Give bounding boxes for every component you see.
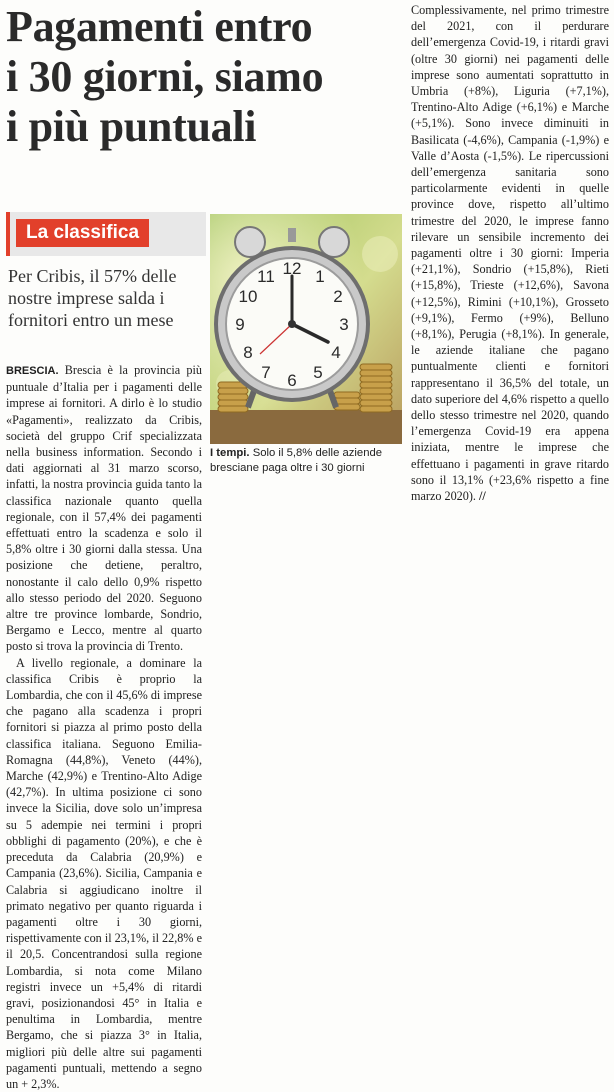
paragraph-3-text: Complessivamente, nel primo trimestre del 2021, con il perdurare dell’emergenza Covid-19, i ritardi gravi (oltre 30 giorni) nei pagamenti delle imprese sono aumentati soprattutto in Umbria (+8%), Liguria (+7,1%), Trentino-Alto Adige (+6,1%) e Marche (+5,1%). Sono invece diminuiti in Basilicata (-4,6%), Campania (-1,9%) e Valle d’Aosta (-1,5%). Le ripercussioni dell’emergenza sanitaria sono particolarmente evidenti in quelle province dove, rispetto all’ultimo trimestre del 2020, le imprese fanno rilevare un sensibile incremento dei pagamenti oltre i 30 giorni: Imperia (+21,1%), Sondrio (+15,8%), Rieti (+15,8%), Trieste (+12,6%), Savona (+12,5%), Rimini (+10,1%), Grosseto (+9,1%), Fermo (+9%), Belluno (+8,1%), Perugia (+8,1%). In generale, le aziende italiane che pagano puntualmente clienti e fornitori rappresentano il 36,5% del totale, un dato superiore del 4,6% rispetto a quello dello stesso trimestre nel 2020, quando l’emergenza Covid-19 era appena iniziata, mentre le imprese che effettuano i pagamenti in grave ritardo sono il 13,1% (+23,6% rispetto a fine marzo 2020). [411,3,609,504]
subheadline: Per Cribis, il 57% delle nostre imprese salda i fornitori entro un mese [8,266,177,330]
svg-text:7: 7 [261,363,271,382]
headline-line-1: Pagamenti entro [6,2,313,51]
placeline: BRESCIA. [6,365,59,377]
svg-text:2: 2 [333,287,343,306]
svg-text:1: 1 [315,267,325,286]
svg-text:4: 4 [331,343,341,362]
headline-line-3: i più puntuali [6,102,257,151]
photo-caption [210,446,402,475]
svg-text:12: 12 [282,259,302,278]
section-label: La classifica [16,219,149,247]
svg-text:3: 3 [339,315,349,334]
svg-text:10: 10 [238,287,258,306]
caption-lead: I tempi. [210,447,250,459]
section-bar [6,212,206,256]
svg-text:8: 8 [243,343,253,362]
svg-text:9: 9 [235,315,245,334]
caption-text: Solo il 5,8% delle aziende bresciane paga oltre i 30 giorni [210,447,383,474]
svg-text:6: 6 [287,371,297,390]
headline [6,2,401,152]
article-paragraph-3 [411,2,609,504]
article-paragraph-1 [6,362,202,655]
end-mark: // [479,489,486,504]
svg-text:5: 5 [313,363,323,382]
headline-line-2: i 30 giorni, siamo [6,52,324,101]
article-column-1 [6,362,202,1092]
article-column-3 [411,2,609,504]
paragraph-2-text: A livello regionale, a dominare la classifica Cribis è proprio la Lombardia, che con il 45,6% di imprese che pagano alla scadenza i propri fornitori si piazza al primo posto della classifica italiana. Seguono Emilia-Romagna (44,8%), Veneto (44%), Marche (42,9%) e Trentino-Alto Adige (42,7%). In ultima posizione ci sono invece la Sicilia, dove solo un’impresa su 5 adempie nei termini i propri obblighi di pagamento (20%), e che è preceduta da Calabria (20,9%) e Campania (23,6%). Sicilia, Campania e Calabria si aggiudicano inoltre il primato negativo per quanto riguarda i pagamenti oltre i 30 giorni, rispettivamente con il 23,1%, il 22,8% e il 20,5. Concentrandosi sulla regione Lombardia, si nota come Milano registri invece un +5,4% di ritardi gravi, posizionandosi 45° in Italia e penultima in Lombardia, mentre Bergamo, che si piazza 3° in Italia, migliori più delle altre sui pagamenti pagamenti puntuali, mettendo a segno un + 2,3%. [6,655,202,1091]
svg-text:11: 11 [257,267,275,286]
alarm-clock-on-coins-icon [210,214,402,444]
paragraph-1-text: Brescia è la provincia più puntuale d’Italia per i pagamenti delle imprese ai fornitori. A dirlo è lo studio «Pagamenti», realizzato da Cribis, società del gruppo Crif specializzata nella business information. Secondo i dati aggiornati al 31 marzo scorso, infatti, la nostra provincia guida tanto la classifica nazionale quanto quella regionale, con il 57,4% dei pagamenti effettuati entro la scadenza e solo il 5,8% oltre i 30 giorni dalla stessa. Una posizione che detiene, peraltro, nonostante il calo dello 0,9% rispetto allo stesso periodo del 2020. Seguono altre tre province lombarde, Sondrio, Bergamo e Lecco, mentre al quarto posto si trova la provincia di Trento. [6,363,202,654]
article-paragraph-2 [6,655,202,1092]
